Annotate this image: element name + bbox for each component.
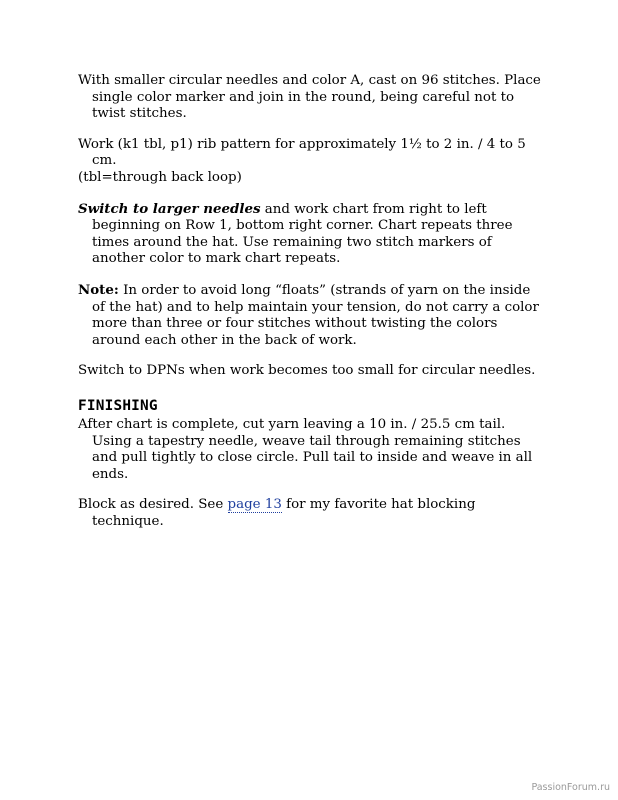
- switch-needles-text: and work chart from right to left beginning on Row 1, bottom right corner. Chart repeats three times around the hat. Use remaining two stitch markers of another color to mark chart repeats.: [92, 201, 513, 267]
- rib-paragraph: Work (k1 tbl, p1) rib pattern for approximately 1½ to 2 in. / 4 to 5 cm.: [78, 136, 526, 169]
- note-label: Note:: [78, 281, 119, 298]
- blocking-text-before: Block as desired. See: [78, 497, 228, 513]
- dpns-paragraph: Switch to DPNs when work becomes too small for circular needles.: [78, 363, 536, 379]
- finishing-heading: FINISHING: [78, 397, 158, 414]
- cast-on-paragraph: With smaller circular needles and color A, cast on 96 stitches. Place single color marker and join in the round, being careful not to twist stitches.: [78, 73, 541, 122]
- tbl-note: (tbl=through back loop): [78, 169, 242, 185]
- document-body: [78, 73, 544, 544]
- finishing-paragraph: After chart is complete, cut yarn leaving a 10 in. / 25.5 cm tail. Using a tapestry needle, weave tail through remaining stitches and pull tightly to close circle. Pull tail to inside and weave in all ends.: [78, 416, 533, 482]
- blocking-paragraph: [78, 497, 544, 530]
- switch-needles-emphasis: Switch to larger needles: [78, 200, 261, 217]
- site-watermark: PassionForum.ru: [531, 782, 610, 793]
- blocking-text-after: for my favorite hat blocking technique.: [92, 497, 476, 529]
- page-13-link[interactable]: page 13: [227, 497, 282, 513]
- note-paragraph: [78, 282, 544, 349]
- switch-needles-paragraph: [78, 201, 544, 268]
- note-text: In order to avoid long “floats” (strands of yarn on the inside of the hat) and to help maintain your tension, do not carry a color more than three or four stitches without twisting the colors around each other in the back of work.: [92, 282, 539, 348]
